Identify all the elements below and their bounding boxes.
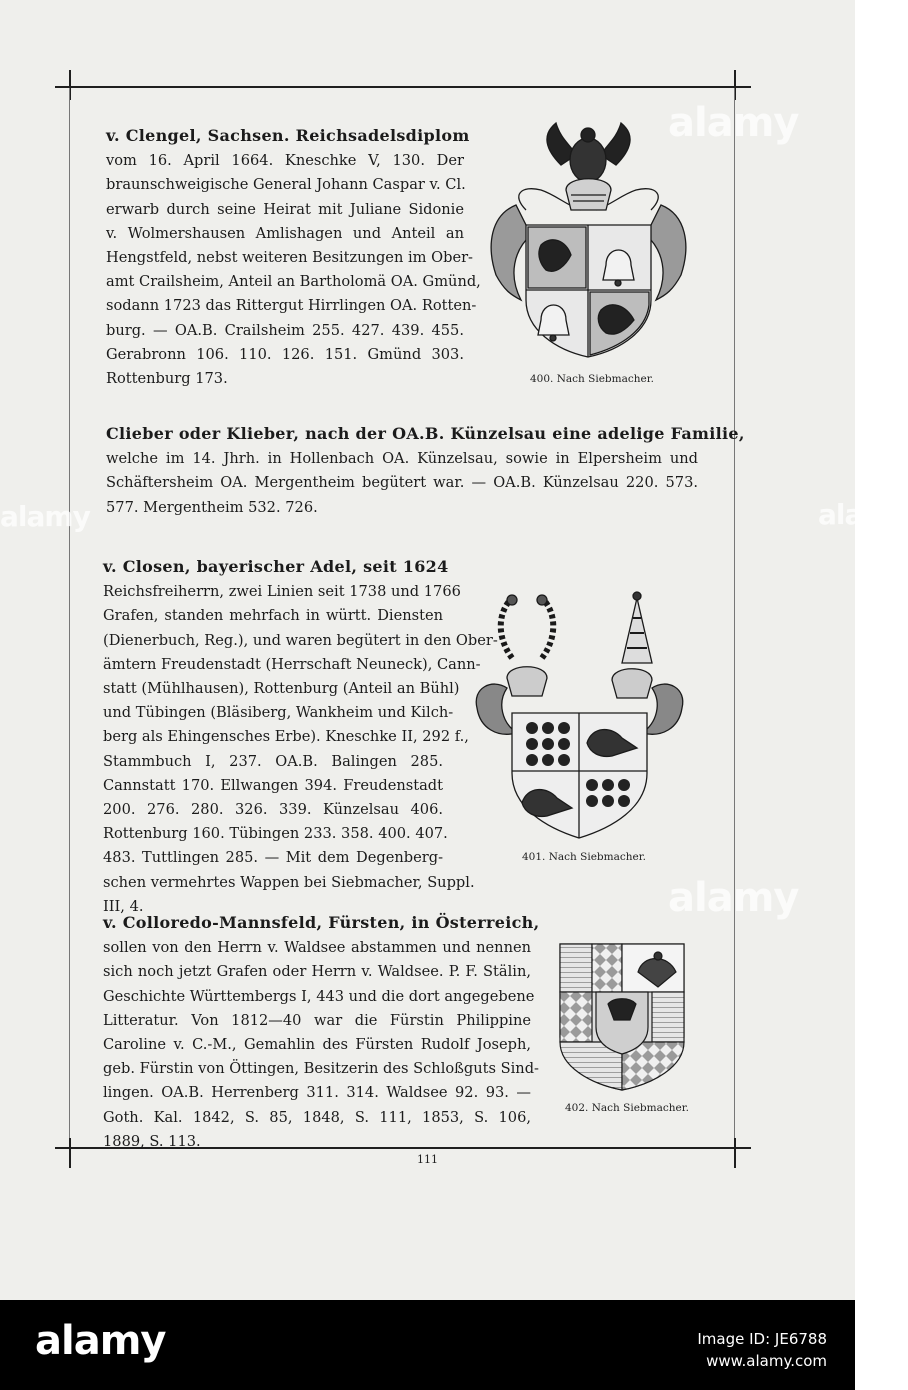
entry-line: Rottenburg 173. [106,370,228,388]
entry-line: III, 4. [103,897,144,915]
coat-of-arms-401 [472,588,687,843]
figure-caption: 401. Nach Siebmacher. [522,851,646,863]
watermark: alamy [818,498,908,531]
entry-heading: v. Colloredo-Mannsfeld, Fürsten, in Österreich, [103,913,540,932]
watermark: alamy [668,100,799,146]
entry-line: Geschichte Württembergs I, 443 und die dort angegebene [103,987,535,1005]
stock-footer-bar [0,1300,855,1390]
image-id: Image ID: JE6788 [697,1330,827,1348]
watermark: alamy [0,500,90,533]
entry-line: Litteratur. Von 1812—40 war die Fürstin Philippine [103,1011,531,1029]
entry-line: burg. — OA.B. Crailsheim 255. 427. 439. 455. [106,321,464,339]
figure-caption: 400. Nach Siebmacher. [530,373,654,385]
entry-line: ämtern Freudenstadt (Herrschaft Neuneck), Cann- [103,655,481,673]
entry-line: welche im 14. Jhrh. in Hollenbach OA. Künzelsau, sowie in Elpersheim und [106,450,698,468]
entry-line: 483. Tuttlingen 285. — Mit dem Degenberg- [103,849,443,867]
entry-clengel [106,124,481,391]
entry-line: amt Crailsheim, Anteil an Bartholomä OA. Gmünd, [106,273,481,291]
coat-of-arms-402 [558,942,686,1092]
entry-line: Rottenburg 160. Tübingen 233. 358. 400. 407. [103,825,448,843]
figure-caption: 402. Nach Siebmacher. [565,1102,689,1114]
entry-line: geb. Fürstin von Öttingen, Besitzerin des Schloßguts Sind- [103,1060,539,1078]
entry-line: 1889, S. 113. [103,1132,201,1150]
entry-line: vom 16. April 1664. Kneschke V, 130. Der [106,152,464,170]
page-number: 111 [417,1153,438,1166]
coat-of-arms-400 [486,115,691,365]
entry-line: statt (Mühlhausen), Rottenburg (Anteil an Bühl) [103,680,460,698]
entry-clieber [106,422,745,520]
entry-line: 200. 276. 280. 326. 339. Künzelsau 406. [103,801,443,819]
watermark: alamy [668,875,799,921]
entry-heading: Clieber oder Klieber, nach der OA.B. Künzelsau eine adelige Familie, [106,424,745,443]
entry-line: berg als Ehingensches Erbe). Kneschke II, 292 f., [103,728,469,746]
entry-line: Reichsfreiherrn, zwei Linien seit 1738 und 1766 [103,583,461,601]
right-frame-line [734,88,735,1168]
entry-line: Hengstfeld, nebst weiteren Besitzungen im Ober- [106,249,473,267]
entry-line: erwarb durch seine Heirat mit Juliane Sidonie [106,200,464,218]
entry-line: und Tübingen (Bläsiberg, Wankheim und Kilch- [103,704,454,722]
entry-heading: v. Clengel, Sachsen. Reichsadelsdiplom [106,126,470,145]
entry-line: Goth. Kal. 1842, S. 85, 1848, S. 111, 1853, S. 106, [103,1108,531,1126]
entry-line: (Dienerbuch, Reg.), und waren begütert in den Ober- [103,631,498,649]
entry-line: Gerabronn 106. 110. 126. 151. Gmünd 303. [106,345,464,363]
entry-line: v. Wolmershausen Amlishagen und Anteil an [106,224,464,242]
entry-line: sich noch jetzt Grafen oder Herrn v. Waldsee. P. F. Stälin, [103,963,531,981]
entry-heading: v. Closen, bayerischer Adel, seit 1624 [103,557,449,576]
top-rule [55,86,751,88]
entry-line: sodann 1723 das Rittergut Hirrlingen OA. Rotten- [106,297,477,315]
entry-line: Schäftersheim OA. Mergentheim begütert war. — OA.B. Künzelsau 220. 573. [106,474,698,492]
entry-line: 577. Mergentheim 532. 726. [106,498,318,516]
entry-line: schen vermehrtes Wappen bei Siebmacher, Suppl. [103,873,475,891]
entry-closen [103,555,498,919]
site-url: www.alamy.com [706,1352,827,1370]
left-frame-line [69,88,70,1168]
entry-line: lingen. OA.B. Herrenberg 311. 314. Waldsee 92. 93. — [103,1084,531,1102]
entry-line: braunschweigische General Johann Caspar v. Cl. [106,176,466,194]
entry-colloredo-mannsfeld [103,911,540,1154]
entry-line: Stammbuch I, 237. OA.B. Balingen 285. [103,752,443,770]
entry-line: sollen von den Herrn v. Waldsee abstammen und nennen [103,939,531,957]
entry-line: Grafen, standen mehrfach in württ. Diensten [103,607,443,625]
alamy-logo: alamy [35,1318,166,1364]
entry-line: Cannstatt 170. Ellwangen 394. Freudenstadt [103,776,443,794]
entry-line: Caroline v. C.-M., Gemahlin des Fürsten Rudolf Joseph, [103,1036,531,1054]
